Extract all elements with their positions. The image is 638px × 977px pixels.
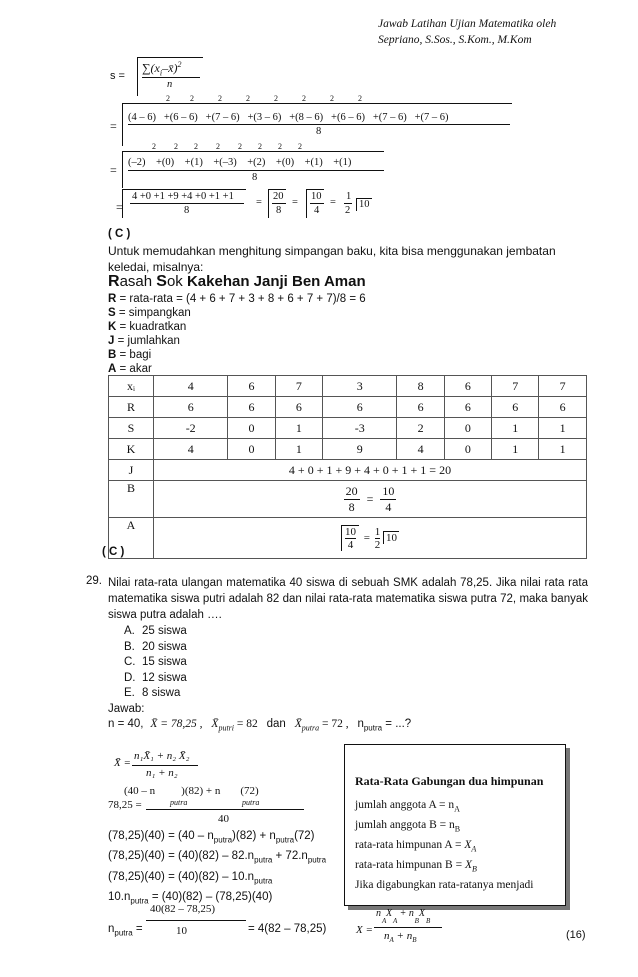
table-cell: 4 — [154, 439, 228, 460]
a-root-value: 10 — [383, 531, 399, 544]
legend-line: A = akar — [108, 363, 152, 375]
table-cell: 6 — [539, 397, 587, 418]
page-number: (16) — [566, 929, 586, 941]
summary-title: Rata-Rata Gabungan dua himpunan — [355, 774, 544, 788]
table-cell: -3 — [323, 418, 397, 439]
answer-1: ( C ) — [108, 228, 131, 240]
xbar-denominator: n₁ + n₂ — [146, 767, 178, 779]
mnemonic-heading: Rasah Sok Kakehan Janji Ben Aman — [108, 273, 366, 290]
summary-line-4: rata-rata himpunan $B = X_B$ — [355, 859, 477, 874]
a-den-2: 2 — [374, 538, 381, 551]
table-cell: 0 — [444, 418, 491, 439]
xbar-lhs: X̄ = — [114, 757, 131, 769]
option-a[interactable]: A. 25 siswa — [124, 625, 187, 637]
given-values: n = 40, X̄ = 78,25 , $X̄_{putri} = 82$ dan $X̄_{putra} = 72$ , $n_{putra}$ = ...? — [108, 718, 412, 733]
root-bar — [137, 57, 203, 58]
table-cell: 0 — [228, 418, 275, 439]
step3-denominator: 8 — [184, 205, 190, 216]
table-cell: 2 — [397, 418, 444, 439]
step3-root-bar — [122, 189, 246, 190]
step2-powers: 2 2 2 2 2 2 2 2 — [152, 142, 302, 151]
step3-root-value: 10 — [359, 199, 370, 210]
step2-terms: (–2) +(0) +(1) +(–3) +(2) +(0) +(1) +(1) — [128, 157, 352, 168]
step2-equals: = — [110, 163, 117, 177]
root-sign — [137, 58, 138, 96]
final-numerator: 40(82 – 78,25) — [150, 903, 216, 915]
step3-frac3-den: 2 — [345, 205, 351, 216]
table-row — [109, 439, 587, 460]
step3-frac2-bar — [310, 203, 324, 204]
row-label: K — [109, 439, 154, 460]
step1-terms: (4 – 6) +(6 – 6) +(7 – 6) +(3 – 6) +(8 – 6) +(6 – 6) +(7 – 6) +(7 – 6) — [128, 112, 449, 123]
table-cell: 1 — [275, 418, 322, 439]
b-num-2: 10 — [382, 483, 395, 498]
step2-fraction-bar — [128, 170, 384, 171]
legend-line: K = kuadratkan — [108, 321, 187, 333]
step3-equals-2: = — [256, 197, 262, 208]
algebra-line: $(78,25)(40) = (40)(82) - 10.n_{putra}$ — [108, 870, 273, 885]
step2-root-bar — [122, 151, 384, 152]
header-line-2: Sepriano, S.Sos., S.Kom., M.Kom — [378, 34, 532, 46]
table-cell: 6 — [154, 397, 228, 418]
answer-2: ( C ) — [102, 546, 125, 558]
table-cell: 1 — [275, 439, 322, 460]
sub-script-1: putra — [170, 798, 188, 807]
legend-line: J = jumlahkan — [108, 335, 180, 347]
option-b[interactable]: B. 20 siswa — [124, 640, 187, 653]
sub-lhs: 78,25 = — [108, 799, 142, 811]
s-denominator: n — [167, 79, 173, 90]
table-cell: 1 — [539, 439, 587, 460]
root-cell — [154, 518, 587, 559]
row-label: B — [109, 481, 154, 518]
question-text: Nilai rata-rata ulangan matematika 40 siswa di sebuah SMK adalah 78,25. Jika nilai rata rata matematika siswa putri adalah 82 dan nilai rata-rata matematika siswa putra 72, maka banyak siswa putra adalah …. — [108, 577, 588, 621]
step3-root-bar-2 — [268, 189, 286, 190]
row-label: xᵢ — [109, 376, 154, 397]
question-number: 29. — [86, 575, 102, 587]
xbar-fraction-bar — [132, 765, 198, 766]
header-line-1: Jawab Latihan Ujian Matematika oleh — [378, 18, 557, 30]
table-cell: 0 — [444, 439, 491, 460]
s-label: s = — [110, 70, 125, 82]
summary-line-5: Jika digabungkan rata-ratanya menjadi — [355, 879, 534, 891]
summary-box — [344, 744, 566, 906]
b-den-1: 8 — [348, 499, 355, 514]
sub-fraction-bar — [146, 809, 304, 810]
table-cell: 4 — [397, 439, 444, 460]
legend-line: R = rata-rata = (4 + 6 + 7 + 3 + 8 + 6 + 7 + 7)/8 = 6 — [108, 293, 366, 305]
calculation-table — [108, 375, 587, 559]
table-cell: 6 — [275, 397, 322, 418]
summary-line-2: jumlah anggota $B = n_B$ — [355, 819, 461, 834]
table-cell: -2 — [154, 418, 228, 439]
row-label: S — [109, 418, 154, 439]
algebra-steps — [108, 828, 326, 909]
step3-equals: = — [116, 200, 123, 214]
a-den-1: 4 — [347, 539, 354, 551]
table-cell: 1 — [492, 418, 539, 439]
step1-equals: = — [110, 119, 117, 133]
table-cell: 4 — [154, 376, 228, 397]
table-cell: 1 — [492, 439, 539, 460]
table-cell: 0 — [228, 439, 275, 460]
table-cell: 6 — [228, 397, 275, 418]
step3-root-2 — [268, 190, 269, 218]
combined-lhs: X = — [356, 924, 373, 936]
s-numerator: $\sum(x_i-x̄)^2$ — [142, 60, 182, 78]
table-cell: 6 — [444, 397, 491, 418]
step1-root-bar — [122, 103, 512, 104]
step2-denominator: 8 — [252, 172, 258, 183]
step1-powers: 2 2 2 2 2 2 2 2 — [166, 94, 362, 103]
legend-line: B = bagi — [108, 349, 152, 361]
algebra-line: $10.n_{putra} = (40)(82) - (78,25)(40)$ — [108, 890, 273, 906]
step3-equals-3: = — [292, 197, 298, 208]
table-cell: 6 — [397, 397, 444, 418]
row-label: R — [109, 397, 154, 418]
table-cell: 3 — [323, 376, 397, 397]
step3-root — [122, 190, 123, 218]
sub-numerator: (40 – n )(82) + n (72) — [124, 785, 259, 797]
algebra-line: $(78,25)(40) = (40 - n_{putra})(82) + n_{putra}(72)$ — [108, 830, 315, 845]
row-label: A — [109, 518, 154, 559]
summary-line-1: jumlah anggota $A = n_A$ — [355, 799, 460, 814]
option-e[interactable]: E. 8 siswa — [124, 687, 181, 699]
step3-frac2-den: 4 — [314, 205, 320, 216]
table-cell: 8 — [397, 376, 444, 397]
jawab-label: Jawab: — [108, 703, 145, 715]
table-row — [109, 518, 587, 559]
option-c[interactable]: C. 15 siswa — [124, 656, 187, 668]
combined-fraction-bar — [374, 927, 442, 928]
combined-numerator: n X + n X — [376, 908, 425, 919]
step3-frac3-num: 1 — [346, 191, 352, 202]
step2-root — [122, 152, 123, 188]
table-cell: 7 — [539, 376, 587, 397]
table-cell: 7 — [275, 376, 322, 397]
sub-script-2: putra — [242, 798, 260, 807]
table-cell: 6 — [492, 397, 539, 418]
step3-frac1-den: 8 — [276, 205, 282, 216]
a-num-1: 10 — [345, 526, 357, 538]
step1-denominator: 8 — [316, 126, 322, 137]
legend-line: S = simpangkan — [108, 307, 191, 319]
summary-line-3: rata-rata himpunan $A = X_A$ — [355, 839, 477, 854]
final-fraction-bar — [146, 920, 246, 921]
step3-root-bar-3 — [306, 189, 324, 190]
step3-frac1-num: 20 — [273, 191, 284, 202]
table-cell: 1 — [539, 418, 587, 439]
step3-frac1-bar — [272, 203, 286, 204]
b-den-2: 4 — [385, 499, 392, 514]
step3-root-4 — [356, 199, 357, 211]
mnemonic-legend — [108, 292, 366, 376]
combined-denominator: $n_A + n_B$ — [384, 930, 417, 945]
intro-paragraph: Untuk memudahkan menghitung simpangan baku, kita bisa menggunakan jembatan keledai, misalnya: — [108, 244, 556, 274]
b-num-1: 20 — [345, 483, 358, 498]
table-row — [109, 418, 587, 439]
a-num-2: 1 — [374, 525, 381, 538]
xbar-numerator: n₁X̄₁ + n₂ X̄₂ — [134, 750, 190, 762]
step3-frac3-bar — [344, 203, 352, 204]
row-label: J — [109, 460, 154, 481]
table-row — [109, 376, 587, 397]
table-cell: 7 — [492, 376, 539, 397]
table-row — [109, 460, 587, 481]
table-cell: 9 — [323, 439, 397, 460]
b-equals: = — [366, 491, 374, 506]
a-equals: = — [363, 532, 370, 544]
step3-fraction-bar — [130, 203, 244, 204]
table-cell: 6 — [444, 376, 491, 397]
table-cell: 6 — [228, 376, 275, 397]
final-denominator: 10 — [176, 925, 187, 937]
option-list — [124, 624, 187, 702]
table-row — [109, 397, 587, 418]
option-d[interactable]: D. 12 siswa — [124, 671, 187, 684]
s-fraction-bar — [142, 77, 200, 78]
sub-denominator: 40 — [218, 813, 229, 825]
step1-fraction-bar — [128, 124, 510, 125]
sum-cell: 4 + 0 + 1 + 9 + 4 + 0 + 1 + 1 = 20 — [154, 460, 587, 481]
algebra-line: $(78,25)(40) = (40)(82) - 82.n_{putra} + 72.n_{putra}$ — [108, 850, 327, 865]
divide-cell — [154, 481, 587, 518]
step3-frac2-num: 10 — [311, 191, 322, 202]
step3-equals-4: = — [330, 197, 336, 208]
table-cell: 6 — [323, 397, 397, 418]
step3-root-3 — [306, 190, 307, 218]
final-rhs: = 4(82 – 78,25) — [248, 923, 327, 935]
combined-numerator-subs: A A B B — [382, 917, 431, 925]
page-header — [378, 16, 556, 48]
final-lhs: $n_{putra}$ = — [108, 923, 143, 938]
step1-root — [122, 104, 123, 146]
step3-numerator: 4 +0 +1 +9 +4 +0 +1 +1 — [132, 191, 234, 202]
table-row — [109, 481, 587, 518]
